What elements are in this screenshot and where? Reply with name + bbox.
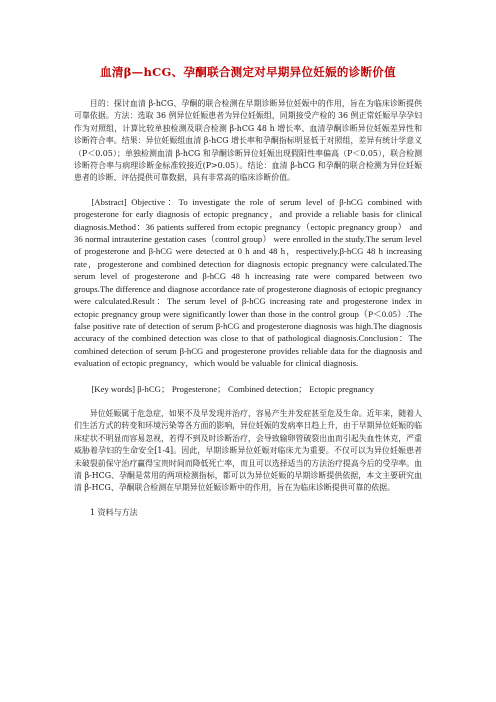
introduction-paragraph: 异位妊娠属于危急症，如果不及早发现并治疗，容易产生并发症甚至危及生命。近年来，随着人们生活方式的转变和环境污染等各方面的影响，异位妊娠的发病率日趋上升，由于早期异位妊娠的临床症状不明显而容易忽视，若得不到及时诊断治疗，会导致输卵管破裂出血而引起失血性休克，严重威胁着孕妇的生命安全[1-4]。因此，早期诊断异位妊娠对临床尤为重要。不仅可以为异位妊娠患者未破裂前保守治疗赢得宝贵时间而降低死亡率，而且可以选择适当的方法治疗提高今后的受孕率。血清 β-HCG、孕酮是常用的两项检测指标，都可以为异位妊娠的早期诊断提供依据，本文主要研究血清 β-HCG、孕酮联合检测在早期异位妊娠诊断中的作用，旨在为临床诊断提供可靠的依据。 <box>74 408 422 493</box>
abstract-chinese: 目的：探讨血清 β-hCG、孕酮的联合检测在早期诊断异位妊娠中的作用，旨在为临床诊断提供可靠依据。方法：选取 36 例异位妊娠患者为异位妊娠组，同期接受产检的 36 例正常妊娠早孕孕妇作为对照组，计算比较单独检测及联合检测 β-hCG 48 h 增长率、血清孕酮诊断异位妊娠差异性和诊断符合率。结果：异位妊娠组血清 β-hCG 增长率和孕酮指标明显低于对照组，差异有统计学意义（P＜0.05）；单独检测血清 β-hCG 和孕酮诊断异位妊娠出现假阳性率偏高（P＜0.05），联合检测诊断符合率与病理诊断金标准较接近(P>0.05）。结论：血清 β-hCG 和孕酮的联合检测为异位妊娠患者的诊断、评估提供可靠数据，具有非常高的临床诊断价值。 <box>74 99 422 183</box>
section-heading: 1 资料与方法 <box>90 507 138 517</box>
spacer <box>74 395 422 408</box>
paper-title: 血清β—hCG、孕酮联合测定对早期异位妊娠的诊断价值 <box>100 65 396 79</box>
spacer <box>74 370 422 383</box>
spacer <box>74 185 422 196</box>
keywords: [Key words] β-hCG； Progesterone； Combined detection； Ectopic pregnancy <box>91 383 374 394</box>
abstract-english: [Abstract] Objective：To investigate the role of serum level of β-hCG combined with progesterone for early diagnosis of ectopic pregnancy，and provide a reliable basis for clinical diagnosis.Method：36 patients suffered from ectopic pregnancy（ectopic pregnancy group） and 36 normal intrauterine gestation cases（control group） were enrolled in the study.The serum level of progesterone and β-hCG were detected at 0 h and 48 h，respectively.β-hCG 48 h increasing rate，progesterone and combined detection for diagnosis ectopic pregnancy were calculated.The serum level of progesterone and β-hCG 48 h increasing rate were compared between two groups.The difference and diagnose accordance rate of progesterone diagnosis of ectopic pregnancy were calculated.Result：The serum level of β-hCG increasing rate and progesterone index in ectopic pregnancy group were significantly lower than those in the control group（P＜0.05）.The false positive rate of detection of serum β-hCG and progesterone diagnosis was high.The diagnosis accuracy of the combined detection was close to that of pathological diagnosis.Conclusion：The combined detection of serum β-hCG and progesterone provides reliable data for the diagnosis and evaluation of ectopic pregnancy，which would be valuable for clinical diagnosis. <box>74 196 422 369</box>
